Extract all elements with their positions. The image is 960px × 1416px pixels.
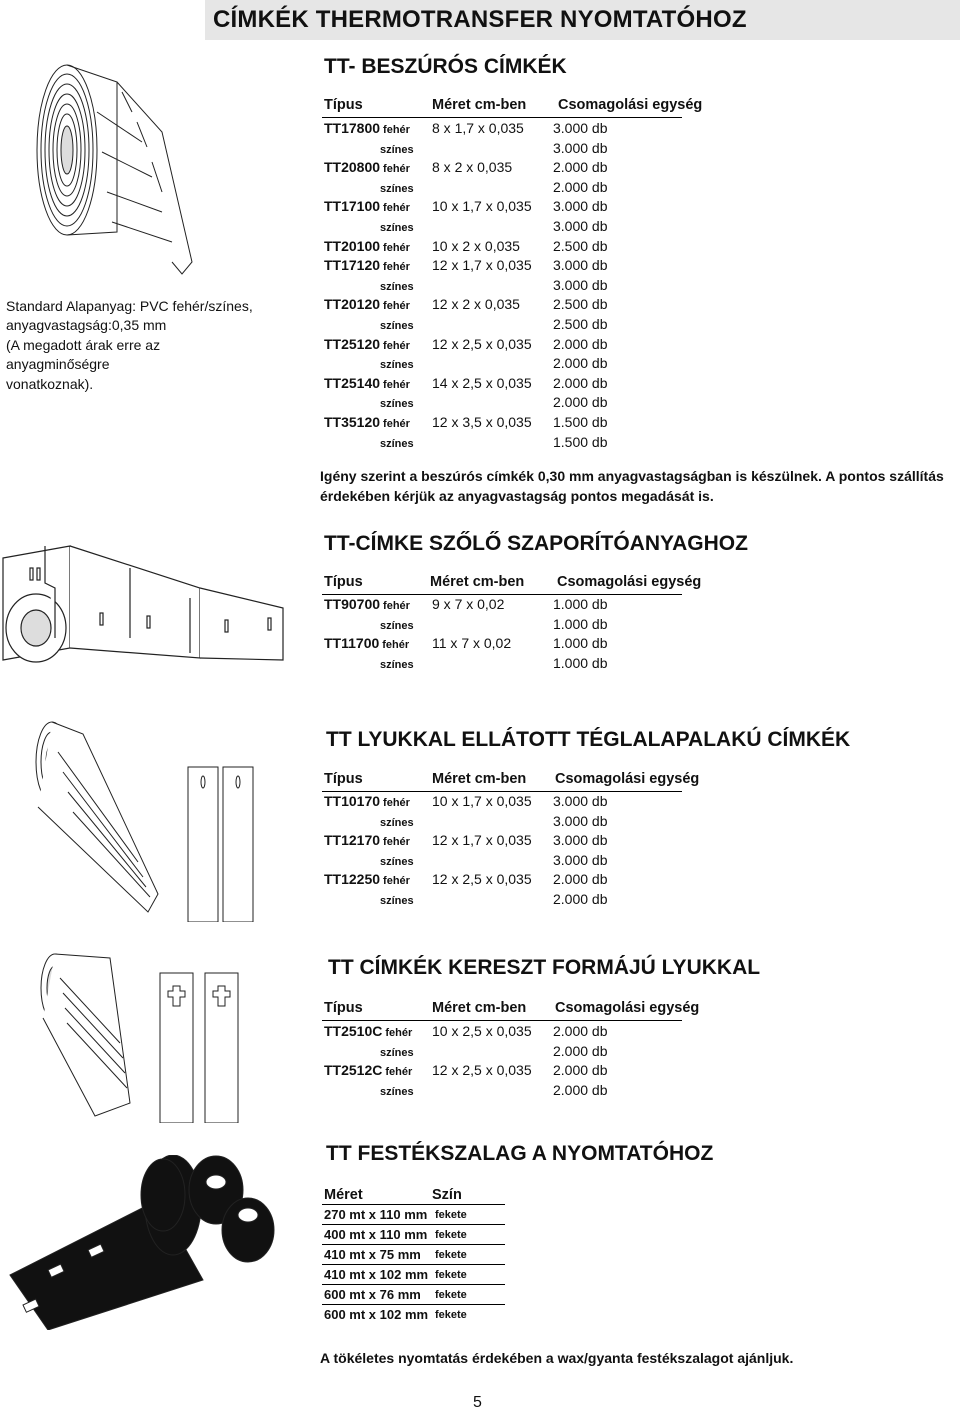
product-variant: fehér xyxy=(383,797,410,809)
table-row xyxy=(324,374,684,394)
product-size: 12 x 2,5 x 0,035 xyxy=(432,1062,532,1079)
left-note-line: (A megadott árak erre az anyagminőségre xyxy=(6,336,161,373)
product-variant: fehér xyxy=(383,417,410,430)
ribbon-color: fekete xyxy=(431,1205,505,1225)
ribbon-size: 400 mt x 110 mm xyxy=(322,1225,431,1245)
table-row xyxy=(324,217,684,237)
ribbon-roll-icon xyxy=(8,1155,278,1330)
left-note-line: anyagvastagság:0,35 mm xyxy=(6,317,167,334)
table-row xyxy=(324,393,684,413)
table-row xyxy=(324,595,684,615)
product-pack: 2.000 db xyxy=(553,1042,608,1059)
table-row xyxy=(324,1061,684,1081)
product-code: TT17120 xyxy=(324,257,381,274)
ribbon-color: fekete xyxy=(431,1245,505,1265)
product-pack: 2.000 db xyxy=(553,394,608,411)
grape-label-icon xyxy=(0,538,285,668)
ribbon-size: 410 mt x 102 mm xyxy=(322,1265,431,1285)
ribbon-color: fekete xyxy=(431,1265,505,1285)
col-header-type: Típus xyxy=(324,574,363,590)
product-variant: színes xyxy=(380,319,414,332)
product-variant: színes xyxy=(380,143,414,156)
table-row xyxy=(324,792,684,812)
product-size: 9 x 7 x 0,02 xyxy=(432,596,505,612)
product-size: 10 x 2 x 0,035 xyxy=(432,237,520,254)
product-pack: 2.000 db xyxy=(553,871,608,888)
table-row xyxy=(324,119,684,139)
col-header-type: Típus xyxy=(324,771,363,787)
section1-note xyxy=(320,466,960,506)
product-pack: 2.000 db xyxy=(553,335,608,352)
product-pack: 2.000 db xyxy=(553,1081,608,1098)
product-pack: 3.000 db xyxy=(553,120,608,136)
product-code: TT2512C xyxy=(324,1062,383,1079)
product-code: TT2510C xyxy=(324,1023,383,1039)
product-pack: 3.000 db xyxy=(553,793,608,809)
product-pack: 3.000 db xyxy=(553,851,608,868)
product-variant: színes xyxy=(380,816,414,829)
ribbon-size: 410 mt x 75 mm xyxy=(322,1245,431,1265)
product-pack: 2.500 db xyxy=(553,237,608,254)
product-pack: 1.000 db xyxy=(553,596,608,612)
section1-note-line: érdekében kérjük az anyagvastagság pontos megadását is. xyxy=(320,488,714,504)
product-variant: színes xyxy=(380,359,414,372)
product-variant: színes xyxy=(380,658,414,671)
col-header-type: Típus xyxy=(324,1000,363,1016)
col-header-size: Méret cm-ben xyxy=(432,1000,527,1016)
section1-table xyxy=(324,119,684,452)
section3-table xyxy=(324,792,684,910)
product-pack: 3.000 db xyxy=(553,832,608,849)
table-row xyxy=(324,335,684,355)
section4-title: TT CÍMKÉK KERESZT FORMÁJÚ LYUKKAL xyxy=(328,956,761,979)
table-row xyxy=(324,851,684,871)
product-size: 10 x 1,7 x 0,035 xyxy=(432,793,532,809)
table-row xyxy=(324,615,684,635)
product-variant: fehér xyxy=(385,1066,413,1079)
page-number: 5 xyxy=(473,1394,482,1411)
product-size: 14 x 2,5 x 0,035 xyxy=(432,374,532,391)
product-size: 10 x 2,5 x 0,035 xyxy=(432,1023,532,1039)
product-pack: 3.000 db xyxy=(553,217,608,234)
product-code: TT12250 xyxy=(324,871,381,888)
product-code: TT17800 xyxy=(324,120,381,136)
product-code: TT10170 xyxy=(324,793,381,809)
ribbon-row xyxy=(322,1285,505,1305)
product-variant: fehér xyxy=(383,339,410,352)
product-variant: fehér xyxy=(383,202,410,215)
product-pack: 2.000 db xyxy=(553,374,608,391)
product-variant: színes xyxy=(380,894,414,907)
section1-title: TT- BESZÚRÓS CÍMKÉK xyxy=(324,55,567,78)
page-header-bar xyxy=(205,0,960,40)
product-code: TT35120 xyxy=(324,413,381,430)
left-note-line: Standard Alapanyag: PVC fehér/színes, xyxy=(6,298,253,314)
page-title: CÍMKÉK THERMOTRANSFER NYOMTATÓHOZ xyxy=(213,6,747,33)
col-header-type: Típus xyxy=(324,97,363,113)
section1-note-line: Igény szerint a beszúrós címkék 0,30 mm anyagvastagságban is készülnek. A pontos szállítás xyxy=(320,468,944,484)
col-header-size: Méret cm-ben xyxy=(432,771,527,787)
product-pack: 1.500 db xyxy=(553,433,608,450)
product-variant: fehér xyxy=(383,163,410,176)
table-row xyxy=(324,237,684,257)
col-header-pack: Csomagolási egység xyxy=(555,1000,700,1016)
product-variant: fehér xyxy=(383,875,410,888)
product-variant: színes xyxy=(380,619,414,632)
product-variant: fehér xyxy=(383,241,410,254)
header-rule xyxy=(322,1020,682,1021)
table-row xyxy=(324,654,684,674)
section5-title: TT FESTÉKSZALAG A NYOMTATÓHOZ xyxy=(326,1142,714,1165)
product-pack: 2.000 db xyxy=(553,178,608,195)
section2-table xyxy=(324,595,684,673)
product-code: TT20120 xyxy=(324,296,381,313)
product-code: TT17100 xyxy=(324,198,381,215)
product-variant: fehér xyxy=(383,261,410,274)
table-row xyxy=(324,1022,684,1042)
product-pack: 2.000 db xyxy=(553,1062,608,1079)
ribbon-row xyxy=(322,1205,505,1225)
product-pack: 3.000 db xyxy=(553,139,608,156)
col-header-size: Méret cm-ben xyxy=(432,97,527,113)
ribbon-header-color: Szín xyxy=(432,1187,462,1203)
table-row xyxy=(324,139,684,159)
product-variant: fehér xyxy=(385,1027,413,1039)
ribbon-row xyxy=(322,1245,505,1265)
ribbon-table xyxy=(322,1204,505,1324)
section3-title: TT LYUKKAL ELLÁTOTT TÉGLALAPALAKÚ CÍMKÉK xyxy=(326,728,851,751)
product-variant: fehér xyxy=(383,600,410,612)
col-header-size: Méret cm-ben xyxy=(430,574,525,590)
col-header-pack: Csomagolási egység xyxy=(557,574,702,590)
table-row xyxy=(324,433,684,453)
product-size: 11 x 7 x 0,02 xyxy=(432,635,512,652)
product-variant: színes xyxy=(380,855,414,868)
product-pack: 1.500 db xyxy=(553,413,608,430)
product-size: 8 x 1,7 x 0,035 xyxy=(432,120,524,136)
product-variant: színes xyxy=(380,437,414,450)
product-pack: 3.000 db xyxy=(553,276,608,293)
table-row xyxy=(324,197,684,217)
product-size: 12 x 2 x 0,035 xyxy=(432,296,520,313)
product-pack: 2.000 db xyxy=(553,1023,608,1039)
ribbon-color: fekete xyxy=(431,1305,505,1325)
table-row xyxy=(324,256,684,276)
table-row xyxy=(324,870,684,890)
hole-label-roll-icon xyxy=(28,712,268,922)
product-pack: 3.000 db xyxy=(553,812,608,829)
table-row xyxy=(324,158,684,178)
ribbon-row xyxy=(322,1265,505,1285)
cross-hole-label-icon xyxy=(35,948,260,1123)
product-variant: színes xyxy=(380,221,414,234)
product-variant: fehér xyxy=(383,300,410,313)
section2-title: TT-CÍMKE SZŐLŐ SZAPORÍTÓANYAGHOZ xyxy=(324,532,748,555)
left-note xyxy=(6,297,266,394)
product-code: TT90700 xyxy=(324,596,381,612)
product-code: TT25120 xyxy=(324,335,381,352)
table-row xyxy=(324,1042,684,1062)
ribbon-size: 270 mt x 110 mm xyxy=(322,1205,431,1225)
product-pack: 1.000 db xyxy=(553,635,608,652)
col-header-pack: Csomagolási egység xyxy=(558,97,703,113)
product-pack: 1.000 db xyxy=(553,615,608,632)
product-variant: színes xyxy=(380,182,414,195)
table-row xyxy=(324,634,684,654)
table-row xyxy=(324,1081,684,1101)
product-code: TT20100 xyxy=(324,237,381,254)
table-row xyxy=(324,413,684,433)
ribbon-row xyxy=(322,1305,505,1325)
table-row xyxy=(324,315,684,335)
col-header-pack: Csomagolási egység xyxy=(555,771,700,787)
product-variant: színes xyxy=(380,1046,414,1059)
product-pack: 2.000 db xyxy=(553,355,608,372)
product-variant: fehér xyxy=(383,124,410,136)
ribbon-size: 600 mt x 76 mm xyxy=(322,1285,431,1305)
ribbon-row xyxy=(322,1225,505,1245)
ribbon-note: A tökéletes nyomtatás érdekében a wax/gyanta festékszalagot ajánljuk. xyxy=(320,1350,794,1366)
section4-table xyxy=(324,1022,684,1100)
product-pack: 2.000 db xyxy=(553,159,608,176)
product-size: 12 x 2,5 x 0,035 xyxy=(432,335,532,352)
product-pack: 1.000 db xyxy=(553,654,608,671)
product-size: 12 x 3,5 x 0,035 xyxy=(432,413,532,430)
table-row xyxy=(324,276,684,296)
product-variant: színes xyxy=(380,398,414,411)
product-pack: 2.000 db xyxy=(553,890,608,907)
product-variant: fehér xyxy=(382,639,410,652)
ribbon-color: fekete xyxy=(431,1285,505,1305)
product-pack: 2.500 db xyxy=(553,296,608,313)
product-code: TT11700 xyxy=(324,635,380,652)
product-variant: fehér xyxy=(383,836,410,849)
ribbon-size: 600 mt x 102 mm xyxy=(322,1305,431,1325)
product-code: TT20800 xyxy=(324,159,381,176)
product-variant: fehér xyxy=(383,378,410,391)
product-size: 10 x 1,7 x 0,035 xyxy=(432,198,532,215)
ribbon-header-size: Méret xyxy=(324,1187,363,1203)
header-rule xyxy=(322,117,682,118)
label-roll-pointed-icon xyxy=(22,52,232,277)
table-row xyxy=(324,831,684,851)
product-variant: színes xyxy=(380,280,414,293)
product-pack: 2.500 db xyxy=(553,315,608,332)
product-code: TT25140 xyxy=(324,374,381,391)
product-pack: 3.000 db xyxy=(553,257,608,274)
table-row xyxy=(324,178,684,198)
table-row xyxy=(324,890,684,910)
left-note-line: vonatkoznak). xyxy=(6,375,94,392)
table-row xyxy=(324,812,684,832)
product-code: TT12170 xyxy=(324,832,381,849)
product-size: 8 x 2 x 0,035 xyxy=(432,159,513,176)
product-variant: színes xyxy=(380,1085,414,1098)
table-row xyxy=(324,295,684,315)
table-row xyxy=(324,354,684,374)
product-size: 12 x 2,5 x 0,035 xyxy=(432,871,532,888)
product-pack: 3.000 db xyxy=(553,198,608,215)
ribbon-color: fekete xyxy=(431,1225,505,1245)
product-size: 12 x 1,7 x 0,035 xyxy=(432,832,532,849)
product-size: 12 x 1,7 x 0,035 xyxy=(432,257,532,274)
